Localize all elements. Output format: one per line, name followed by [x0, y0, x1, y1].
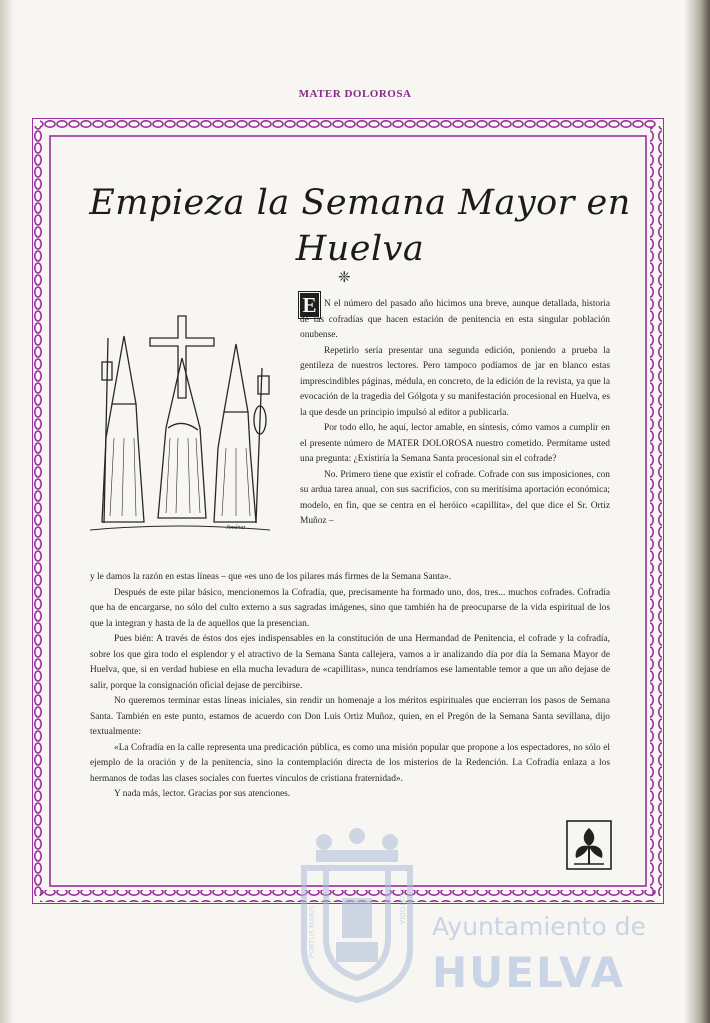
full-width-text: [90, 570, 610, 803]
paragraph: «La Cofradía en la calle representa una predicación pública, es como una misión popular que propone a los espectadores, no sólo el ejemplo de la oración y de la penitencia, sino la contemplación directa de los misterios de la Redención. La Cofradía enlaza a los hermanos de todas las clases sociales con fuertes vínculos de cristiana fraternidad».: [90, 742, 610, 784]
title-line-2: Huelva: [295, 229, 425, 269]
article-title: [60, 180, 660, 272]
watermark-line-1: Ayuntamiento de: [432, 912, 646, 941]
paragraph: Y nada más, lector. Gracias por sus atenciones.: [114, 789, 291, 799]
page-edge-left: [0, 0, 14, 1023]
paragraph: N el número del pasado año hicimos una breve, aunque detallada, historia de las cofradías que hacen estación de penitencia en esta singular población onubense.: [300, 299, 610, 340]
running-title: MATER DOLOROSA: [298, 88, 412, 100]
seal-text-left: PORTUS MARIS: [308, 905, 316, 958]
paragraph: Por todo ello, he aquí, lector amable, en síntesis, cómo vamos a cumplir en el presente número de MATER DOLOROSA nuestro cometido. Permítame usted una pregunta: ¿Existiría la Semana Santa procesional sin el cofrade?: [300, 423, 610, 464]
title-line-1: Empieza la Semana Mayor en: [89, 183, 631, 223]
paragraph: y le damos la razón en estas líneas – que «es uno de los pilares más firmes de la Semana Santa».: [90, 572, 452, 582]
paragraph: Pues bién: A través de éstos dos ejes indispensables en la constitución de una Hermandad de Penitencia, el cofrade y la cofradía, sobre los que gira todo el esplendor y el atractivo de la Semana Santa callejera, vamos a ir analizando día por día la Semana Mayor de Huelva, que, si en verdad hubiese en ella mucha levadura de «capillitas», nunca tendríamos ese lamentable temor a que un año dejase de salir, porque la consignación oficial dejase de percibirse.: [90, 634, 610, 691]
illustration-signature: Jiménez: [226, 525, 246, 531]
paragraph: No. Primero tiene que existir el cofrade. Cofrade con sus imposiciones, con su ardua tarea anual, con sus sacrificios, con su meritísima aportación económica; modelo, en fin, que se centra en el heróico «capillita», del que dice el Sr. Ortiz Muñoz –: [300, 469, 610, 526]
paragraph: Después de este pilar básico, mencionemos la Cofradía, que, precisamente ha formado uno, dos, tres... muchos cofrades. Cofradía que ha de encargarse, no sólo del culto externo a sus sagradas imágenes, sino que también ha de preocuparse de la vida espiritual de los que la integran y hasta de la de aquellos que la presencian.: [90, 587, 610, 629]
nazarenos-illustration: [86, 308, 274, 540]
flower-ornament-icon: ❈: [338, 268, 351, 286]
end-ornament-icon: [566, 820, 612, 870]
paragraph: No queremos terminar estas líneas iniciales, sin rendir un homenaje a los méritos espirituales que encierran los pasos de Semana Santa. También en este punto, estamos de acuerdo con Don Luis Ortiz Muñoz, quien, en el Pregón de la Semana Santa sevillana, dijo textualmente:: [90, 696, 610, 737]
paragraph: Repetirlo sería presentar una segunda edición, poniendo a prueba la gentileza de nuestros lectores. Pero tampoco podíamos de jar en blanco estas imprescindibles páginas, médula, en concreto, de la edición de la revista, ya que la evocación de la tragedia del Gólgota y su manifestación procesional en Huelva, es la que desde un principio impulsó al editor a publicarla.: [300, 345, 610, 418]
page-edge-right: [684, 0, 710, 1023]
right-column-text: [300, 297, 610, 530]
watermark-line-2: HUELVA: [432, 948, 626, 997]
city-seal-watermark: [296, 828, 418, 1006]
drop-cap: E: [300, 293, 319, 317]
seal-text-right: CUSTODIA: [398, 888, 406, 925]
